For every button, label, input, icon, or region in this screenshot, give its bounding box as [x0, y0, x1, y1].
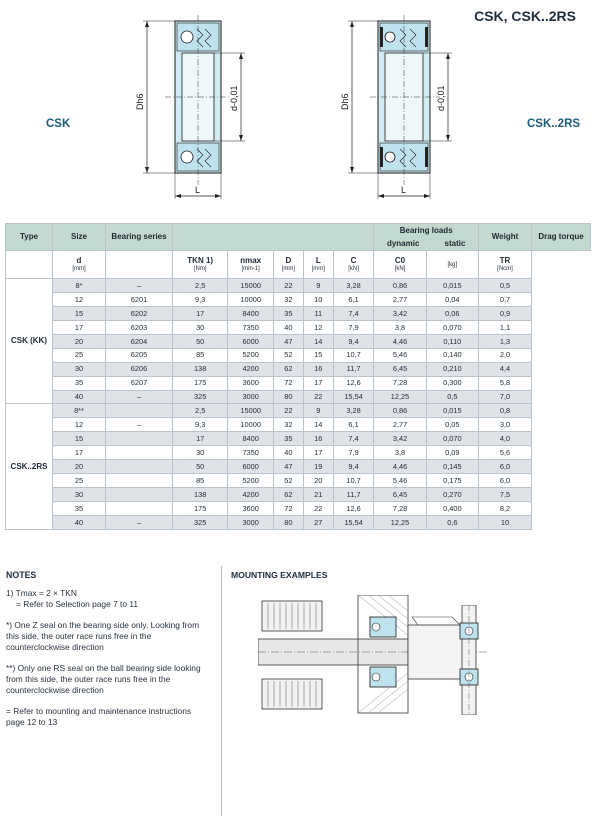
table-cell: 3,42	[374, 306, 426, 320]
inner-diameter-label-2rs: d-0,01	[436, 85, 446, 111]
table-cell: 12,25	[374, 390, 426, 404]
table-cell: 12,6	[333, 502, 374, 516]
note-2: *) One Z seal on the bearing side only. Looking from this side, the outer race runs free in the counterclockwise direction	[6, 619, 200, 653]
table-cell: 40	[53, 515, 106, 529]
table-cell: 0,86	[374, 279, 426, 293]
table-cell: 15,54	[333, 390, 374, 404]
table-cell: 7350	[228, 320, 274, 334]
table-cell	[106, 460, 173, 474]
table-cell: 6,45	[374, 488, 426, 502]
table-cell: 6202	[106, 306, 173, 320]
table-cell: 0,015	[426, 279, 478, 293]
table-cell: 30	[53, 362, 106, 376]
table-cell: 10,7	[333, 474, 374, 488]
col-drag-torque: Drag torque	[532, 224, 591, 251]
unit-symbol: nmax	[240, 256, 262, 265]
table-cell: 3,28	[333, 404, 374, 418]
table-cell	[106, 446, 173, 460]
table-cell: 0,6	[426, 515, 478, 529]
note-3: **) Only one RS seal on the ball bearing side looking from this side, the outer race runs free in the counterclockwise direction	[6, 662, 201, 696]
table-cell: 6,1	[333, 292, 374, 306]
table-cell: 80	[273, 390, 303, 404]
table-cell: 50	[173, 334, 228, 348]
unit-text: [mm]	[281, 266, 296, 272]
table-cell: 16	[303, 362, 333, 376]
table-cell	[106, 488, 173, 502]
table-cell: 325	[173, 515, 228, 529]
unit-cell	[303, 251, 333, 279]
table-cell: 40	[273, 446, 303, 460]
unit-symbol: TR	[499, 256, 511, 265]
table-cell: 19	[303, 460, 333, 474]
table-cell: 0,8	[479, 404, 532, 418]
table-cell: 2,5	[173, 404, 228, 418]
table-cell: 9	[303, 279, 333, 293]
table-cell: 6207	[106, 376, 173, 390]
table-cell: 3000	[228, 390, 274, 404]
table-cell: 0,05	[426, 418, 478, 432]
unit-text: [kN]	[394, 266, 406, 272]
unit-text: [min-1]	[241, 266, 260, 272]
group-type-cell: CSK (KK)	[6, 279, 53, 404]
table-cell: 72	[273, 376, 303, 390]
table-cell: 7,4	[333, 432, 374, 446]
table-row	[6, 515, 591, 529]
table-cell: 15000	[228, 404, 274, 418]
table-cell: 15000	[228, 279, 274, 293]
table-cell: 32	[273, 418, 303, 432]
table-cell: 6,45	[374, 362, 426, 376]
table-row	[6, 390, 591, 404]
bearing-loads-label: Bearing loads	[399, 226, 453, 235]
width-label-2rs: L	[401, 185, 407, 195]
table-cell: 138	[173, 488, 228, 502]
table-cell: 7,28	[374, 502, 426, 516]
table-cell: 52	[273, 348, 303, 362]
table-cell: 6000	[228, 334, 274, 348]
table-cell: 0,300	[426, 376, 478, 390]
table-cell: 4,46	[374, 334, 426, 348]
table-cell: 22	[303, 502, 333, 516]
table-cell: 22	[303, 390, 333, 404]
table-row	[6, 348, 591, 362]
table-cell: 25	[53, 474, 106, 488]
table-cell: 3600	[228, 502, 274, 516]
unit-cell-type	[6, 251, 53, 279]
table-cell: 2,5	[173, 279, 228, 293]
unit-cell	[53, 251, 106, 279]
table-cell: 0,7	[479, 292, 532, 306]
table-cell	[106, 404, 173, 418]
table-cell: 0,140	[426, 348, 478, 362]
unit-cell	[426, 251, 478, 279]
table-cell: 15	[53, 306, 106, 320]
table-cell: 8**	[53, 404, 106, 418]
col-bearing-loads	[374, 224, 479, 251]
note-1	[6, 588, 211, 611]
notes-heading: NOTES	[6, 570, 37, 580]
table-cell: 4,0	[479, 432, 532, 446]
table-cell: 12	[53, 418, 106, 432]
table-cell: 6,0	[479, 474, 532, 488]
table-cell: 10	[303, 292, 333, 306]
unit-cell	[106, 251, 173, 279]
outer-diameter-label-2rs: Dh6	[340, 93, 350, 110]
table-cell: 175	[173, 502, 228, 516]
table-cell: 17	[53, 320, 106, 334]
table-row	[6, 404, 591, 418]
table-cell: 12	[303, 320, 333, 334]
table-cell: 20	[303, 474, 333, 488]
table-cell: 35	[53, 502, 106, 516]
unit-symbol: C0	[394, 256, 406, 265]
width-label: L	[195, 185, 201, 195]
dynamic-label: dynamic	[386, 239, 420, 248]
col-series: Bearing series	[106, 224, 173, 251]
table-cell: 0,5	[426, 390, 478, 404]
table-cell: 3000	[228, 515, 274, 529]
table-cell: 17	[53, 446, 106, 460]
section-divider	[221, 566, 222, 816]
table-cell: 12,25	[374, 515, 426, 529]
table-cell: 15	[53, 432, 106, 446]
table-cell: 32	[273, 292, 303, 306]
table-cell: 6,1	[333, 418, 374, 432]
note-1-ref: = Refer to Selection page 7 to 11	[16, 599, 139, 610]
table-cell: 5,46	[374, 348, 426, 362]
table-cell: 0,09	[426, 446, 478, 460]
table-cell: 0,070	[426, 320, 478, 334]
table-cell: 9	[303, 404, 333, 418]
unit-text: [mm]	[72, 266, 86, 272]
table-cell: 14	[303, 418, 333, 432]
table-cell	[106, 474, 173, 488]
table-cell: 0,175	[426, 474, 478, 488]
table-cell: 52	[273, 474, 303, 488]
csk-label: CSK	[46, 118, 71, 130]
table-cell: 21	[303, 488, 333, 502]
table-cell: 3,28	[333, 279, 374, 293]
table-cell: 35	[273, 306, 303, 320]
static-label: static	[444, 239, 466, 248]
table-cell: –	[106, 390, 173, 404]
table-row	[6, 488, 591, 502]
table-cell: 17	[303, 446, 333, 460]
unit-cell	[374, 251, 426, 279]
table-cell: 0,145	[426, 460, 478, 474]
table-row	[6, 320, 591, 334]
csk-2rs-label: CSK..2RS	[527, 118, 581, 130]
table-cell: 17	[173, 306, 228, 320]
unit-text: [mm]	[311, 266, 325, 272]
table-cell: 25	[53, 348, 106, 362]
page-title: CSK, CSK..2RS	[474, 8, 576, 24]
table-cell: 325	[173, 390, 228, 404]
unit-cell	[228, 251, 274, 279]
table-cell: 40	[53, 390, 106, 404]
table-cell: 7,4	[333, 306, 374, 320]
table-cell: 0,5	[479, 279, 532, 293]
table-cell: 62	[273, 488, 303, 502]
table-cell: 6206	[106, 362, 173, 376]
specifications-table	[5, 223, 591, 530]
note-1-formula: 1) Tmax = 2 × TKN	[6, 587, 77, 598]
unit-cell	[273, 251, 303, 279]
units-row	[6, 251, 591, 279]
table-row	[6, 306, 591, 320]
table-cell: 5200	[228, 474, 274, 488]
table-cell: 14	[303, 334, 333, 348]
table-cell: 10,7	[333, 348, 374, 362]
table-cell: 175	[173, 376, 228, 390]
table-cell: 4200	[228, 488, 274, 502]
table-cell: 20	[53, 334, 106, 348]
table-cell: 22	[273, 279, 303, 293]
table-cell: 50	[173, 460, 228, 474]
table-row	[6, 474, 591, 488]
table-cell: 40	[273, 320, 303, 334]
table-cell: 72	[273, 502, 303, 516]
table-cell: 2,77	[374, 292, 426, 306]
unit-symbol: C	[350, 256, 357, 265]
unit-cell	[173, 251, 228, 279]
table-cell: 11,7	[333, 488, 374, 502]
table-cell: 20	[53, 460, 106, 474]
table-cell: 9,3	[173, 292, 228, 306]
unit-symbol: TKN 1)	[187, 256, 214, 265]
unit-text: [kg]	[447, 262, 458, 268]
table-cell: 3,8	[374, 320, 426, 334]
table-cell: 5,46	[374, 474, 426, 488]
table-cell: 15,54	[333, 515, 374, 529]
outer-diameter-label: Dh6	[135, 93, 145, 110]
col-size: Size	[53, 224, 106, 251]
unit-text: [Ncm]	[497, 266, 513, 272]
table-cell: 6000	[228, 460, 274, 474]
table-cell: 27	[303, 515, 333, 529]
csk-bearing-drawing	[125, 15, 260, 205]
table-cell	[106, 502, 173, 516]
table-row	[6, 376, 591, 390]
table-cell: 4200	[228, 362, 274, 376]
mounting-examples-heading: MOUNTING EXAMPLES	[231, 570, 328, 580]
table-cell: 8400	[228, 306, 274, 320]
table-cell: 9,4	[333, 334, 374, 348]
table-row	[6, 502, 591, 516]
table-cell: 11,7	[333, 362, 374, 376]
table-cell: 7350	[228, 446, 274, 460]
table-cell: 22	[273, 404, 303, 418]
table-row	[6, 292, 591, 306]
table-row	[6, 446, 591, 460]
table-cell: 0,015	[426, 404, 478, 418]
table-cell: 0,06	[426, 306, 478, 320]
table-cell: 30	[173, 320, 228, 334]
table-cell: –	[106, 418, 173, 432]
table-cell: 0,210	[426, 362, 478, 376]
table-cell: 35	[273, 432, 303, 446]
table-cell: 138	[173, 362, 228, 376]
table-cell: 9,3	[173, 418, 228, 432]
unit-cell	[479, 251, 532, 279]
unit-text: [kN]	[348, 266, 359, 272]
col-blank	[173, 224, 374, 251]
table-cell: 5200	[228, 348, 274, 362]
group-type-cell: CSK..2RS	[6, 404, 53, 529]
table-cell: 15	[303, 348, 333, 362]
table-cell: 6201	[106, 292, 173, 306]
table-cell: 0,070	[426, 432, 478, 446]
table-cell: 30	[53, 488, 106, 502]
table-row	[6, 418, 591, 432]
mounting-example-drawing-2	[456, 605, 482, 715]
table-cell: 80	[273, 515, 303, 529]
notes-section	[6, 570, 211, 737]
csk-2rs-bearing-drawing	[330, 15, 465, 205]
table-cell: 4,4	[479, 362, 532, 376]
table-cell: 3,8	[374, 446, 426, 460]
unit-symbol: L	[315, 256, 321, 265]
table-cell: 7,9	[333, 446, 374, 460]
table-row	[6, 432, 591, 446]
table-cell: 7,5	[479, 488, 532, 502]
table-cell: 7,9	[333, 320, 374, 334]
table-cell: 6205	[106, 348, 173, 362]
table-cell: 85	[173, 348, 228, 362]
table-cell: –	[106, 515, 173, 529]
table-cell: 47	[273, 334, 303, 348]
table-cell: 5,6	[479, 446, 532, 460]
table-row	[6, 460, 591, 474]
table-cell: 7,28	[374, 376, 426, 390]
table-cell: 0,110	[426, 334, 478, 348]
table-cell: 8400	[228, 432, 274, 446]
table-row	[6, 362, 591, 376]
col-weight: Weight	[479, 224, 532, 251]
table-cell: 2,0	[479, 348, 532, 362]
col-type: Type	[6, 224, 53, 251]
unit-cell	[333, 251, 374, 279]
table-cell: 6204	[106, 334, 173, 348]
unit-symbol: d	[76, 256, 82, 265]
table-cell: 30	[173, 446, 228, 460]
table-cell: 9,4	[333, 460, 374, 474]
table-cell: 17	[173, 432, 228, 446]
table-cell: 6,0	[479, 460, 532, 474]
table-cell: 0,400	[426, 502, 478, 516]
table-cell: 2,77	[374, 418, 426, 432]
note-4: = Refer to mounting and maintenance instructions page 12 to 13	[6, 705, 192, 727]
table-cell: 62	[273, 362, 303, 376]
unit-symbol: D	[285, 256, 292, 265]
table-cell: 5,8	[479, 376, 532, 390]
unit-text: [Nm]	[193, 266, 207, 272]
table-cell: 1,3	[479, 334, 532, 348]
table-cell: 11	[303, 306, 333, 320]
table-cell: 3600	[228, 376, 274, 390]
table-cell: 47	[273, 460, 303, 474]
table-cell: 0,86	[374, 404, 426, 418]
table-cell: 3,42	[374, 432, 426, 446]
table-cell: 10	[479, 515, 532, 529]
inner-diameter-label: d-0,01	[229, 85, 239, 111]
table-cell: 0,04	[426, 292, 478, 306]
table-cell: 17	[303, 376, 333, 390]
table-cell: 7,0	[479, 390, 532, 404]
table-cell	[106, 432, 173, 446]
table-cell: 1,1	[479, 320, 532, 334]
table-cell: 85	[173, 474, 228, 488]
table-cell: 3,0	[479, 418, 532, 432]
table-cell: 35	[53, 376, 106, 390]
table-cell: 12,6	[333, 376, 374, 390]
table-cell: 8*	[53, 279, 106, 293]
table-cell: 16	[303, 432, 333, 446]
table-cell: 4,46	[374, 460, 426, 474]
table-cell: 6203	[106, 320, 173, 334]
table-row	[6, 334, 591, 348]
table-cell: 8,2	[479, 502, 532, 516]
table-row	[6, 279, 591, 293]
table-cell: 0,9	[479, 306, 532, 320]
table-cell: 10000	[228, 292, 274, 306]
table-cell: 0,270	[426, 488, 478, 502]
table-cell: –	[106, 279, 173, 293]
table-cell: 10000	[228, 418, 274, 432]
table-cell: 12	[53, 292, 106, 306]
